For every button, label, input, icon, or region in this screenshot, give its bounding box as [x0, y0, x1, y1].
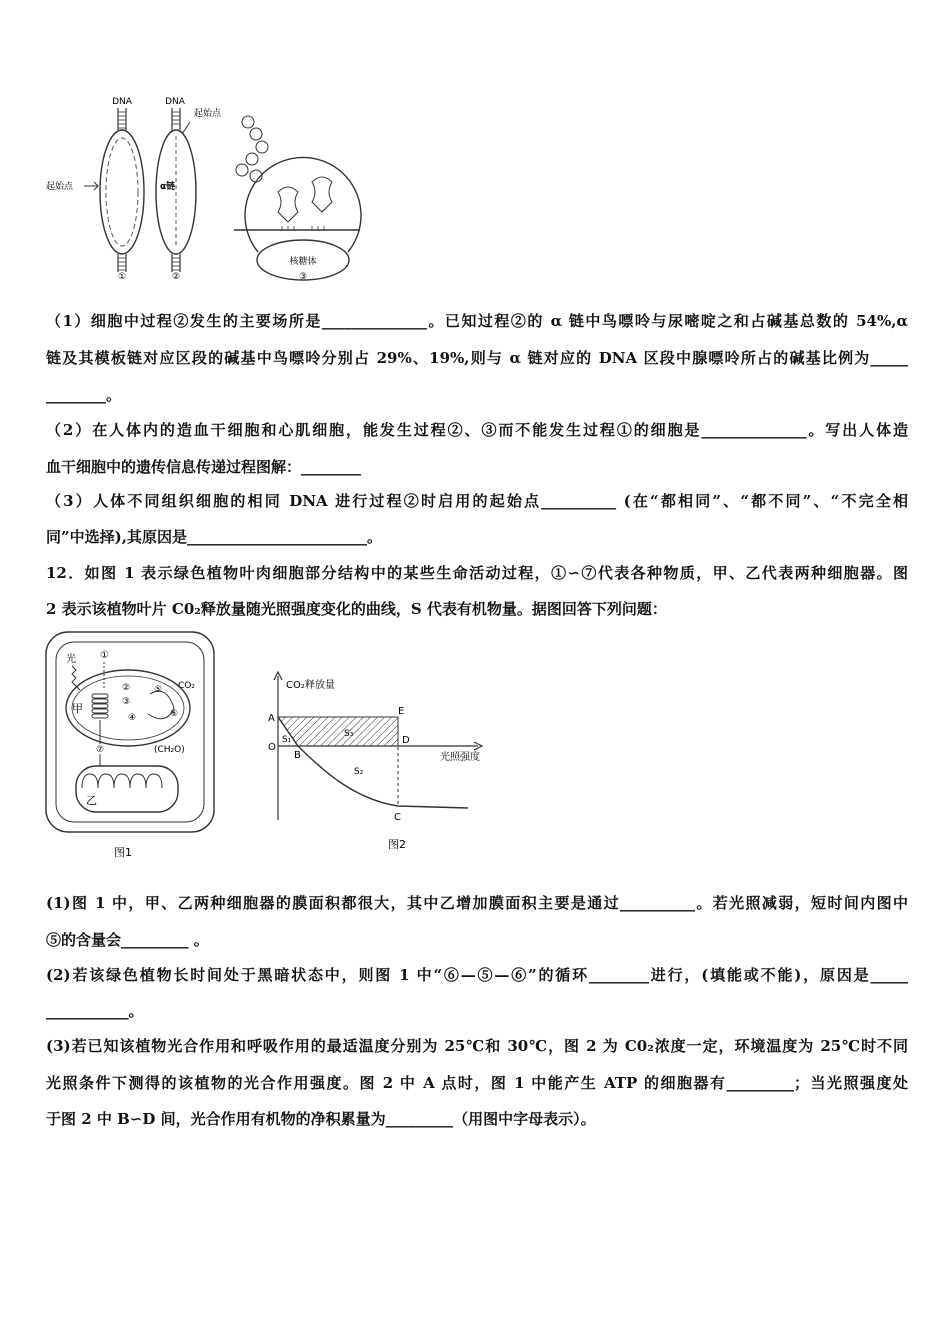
polypeptide-chain	[236, 116, 268, 182]
trna-molecules	[278, 177, 332, 222]
substance-5-label: ⑤	[154, 685, 163, 695]
chloroplast	[66, 670, 190, 746]
q11-part3-line1: （3）人体不同组织细胞的相同 DNA 进行过程②时启用的起始点__________ (在“都相同”、“都不同”、“不完全相	[46, 492, 908, 510]
grana-stack	[92, 694, 108, 718]
figures-1-and-2	[42, 628, 502, 868]
point-e-label: E	[398, 706, 405, 717]
q11-part3-line2: 同”中选择),其原因是________________________。	[46, 528, 382, 546]
figure-1-caption: 图1	[114, 846, 132, 859]
point-a-label: A	[268, 713, 275, 724]
q11-part1-line1: （1）细胞中过程②发生的主要场所是______________。已知过程②的 α 链中鸟嘌呤与尿嘧啶之和占碱基总数的 54%,α	[46, 312, 908, 330]
point-o-label: O	[268, 742, 276, 753]
dna-label-1: DNA	[112, 97, 132, 107]
ribosome-large-subunit	[245, 157, 361, 252]
s3-label: S₃	[344, 729, 354, 739]
organelle-jia-label: 甲	[72, 702, 83, 715]
q11-part2-line1: （2）在人体内的造血干细胞和心肌细胞，能发生过程②、③而不能发生过程①的细胞是______________。写出人体造	[46, 421, 908, 439]
s3-hatched-area	[278, 717, 398, 746]
panel-3-label: ③	[298, 272, 308, 282]
q12-intro-line1: 12．如图 1 表示绿色植物叶肉细胞部分结构中的某些生命活动过程，①∽⑦代表各种物质，甲、乙代表两种细胞器。图	[46, 564, 908, 582]
light-label: 光	[66, 654, 76, 665]
ch2o-label: (CH₂O)	[154, 745, 185, 755]
q12-sub3-line2: 光照条件下测得的该植物的光合作用强度。图 2 中 A 点时，图 1 中能产生 ATP 的细胞器有_________；当光照强度处	[46, 1074, 908, 1092]
origin-left-label: 起始点	[46, 182, 74, 192]
q11-part2-line2: 血干细胞中的遗传信息传递过程图解：________	[46, 458, 362, 476]
calvin-cycle-arrow	[148, 691, 174, 719]
q12-sub3-line1: (3)若已知该植物光合作用和呼吸作用的最适温度分别为 25℃和 30℃，图 2 为 C0₂浓度一定，环境温度为 25℃时不同	[46, 1037, 908, 1055]
s1-label: S₁	[282, 735, 292, 745]
figure-2-chart	[268, 672, 482, 851]
cristae	[82, 774, 162, 788]
q12-sub2-line1: (2)若该绿色植物长时间处于黑暗状态中，则图 1 中“⑥—⑤—⑥”的循环________进行，(填能或不能)，原因是_____	[46, 966, 908, 984]
q12-sub3-line3: 于图 2 中 B∽D 间，光合作用有机物的净积累量为_________（用图中字母表示）。	[46, 1110, 596, 1128]
q12-sub2-line2: ___________。	[46, 1002, 144, 1020]
light-arrow	[72, 666, 80, 690]
substance-6-label: ⑥	[170, 709, 179, 719]
panel-2-label: ②	[171, 272, 181, 282]
point-d-label: D	[402, 735, 410, 746]
figure-2-caption: 图2	[388, 838, 406, 851]
organelle-yi-label: 乙	[86, 794, 97, 807]
co2-label: CO₂	[178, 681, 195, 691]
q11-part1-line2: 链及其模板链对应区段的碱基中鸟嘌呤分别占 29%、19%,则与 α 链对应的 DNA 区段中腺嘌呤所占的碱基比例为_____	[46, 349, 908, 367]
origin-top-label: 起始点	[194, 109, 222, 119]
point-c-label: C	[394, 812, 401, 823]
figure-2-ylabel: CO₂释放量	[286, 680, 335, 691]
dna-label-2: DNA	[165, 97, 185, 107]
substance-7-label: ⑦	[96, 745, 105, 755]
s2-label: S₂	[354, 767, 364, 777]
figure-2-xlabel: 光照强度	[440, 752, 480, 763]
point-b-label: B	[294, 750, 301, 761]
q11-part1-line3: ________。	[46, 386, 122, 404]
substance-2-label: ②	[122, 683, 131, 693]
replication-transcription-translation-figure	[42, 92, 362, 282]
ribosome-label: 核糖体	[289, 257, 317, 267]
substance-1-label: ①	[100, 650, 109, 661]
q12-sub1-line1: (1)图 1 中，甲、乙两种细胞器的膜面积都很大，其中乙增加膜面积主要是通过__________。若光照减弱，短时间内图中	[46, 894, 908, 912]
substance-3-label: ③	[122, 697, 131, 707]
q12-sub1-line2: ⑤的含量会_________ 。	[46, 931, 209, 949]
substance-4-label: ④	[128, 713, 137, 723]
panel-1-label: ①	[117, 272, 127, 282]
replication-bubble	[100, 130, 144, 254]
q12-intro-line2: 2 表示该植物叶片 C0₂释放量随光照强度变化的曲线，S 代表有机物量。据图回答下列问题：	[46, 600, 667, 618]
alpha-chain-label: α链	[160, 182, 176, 192]
figure-1-cell	[46, 632, 214, 859]
